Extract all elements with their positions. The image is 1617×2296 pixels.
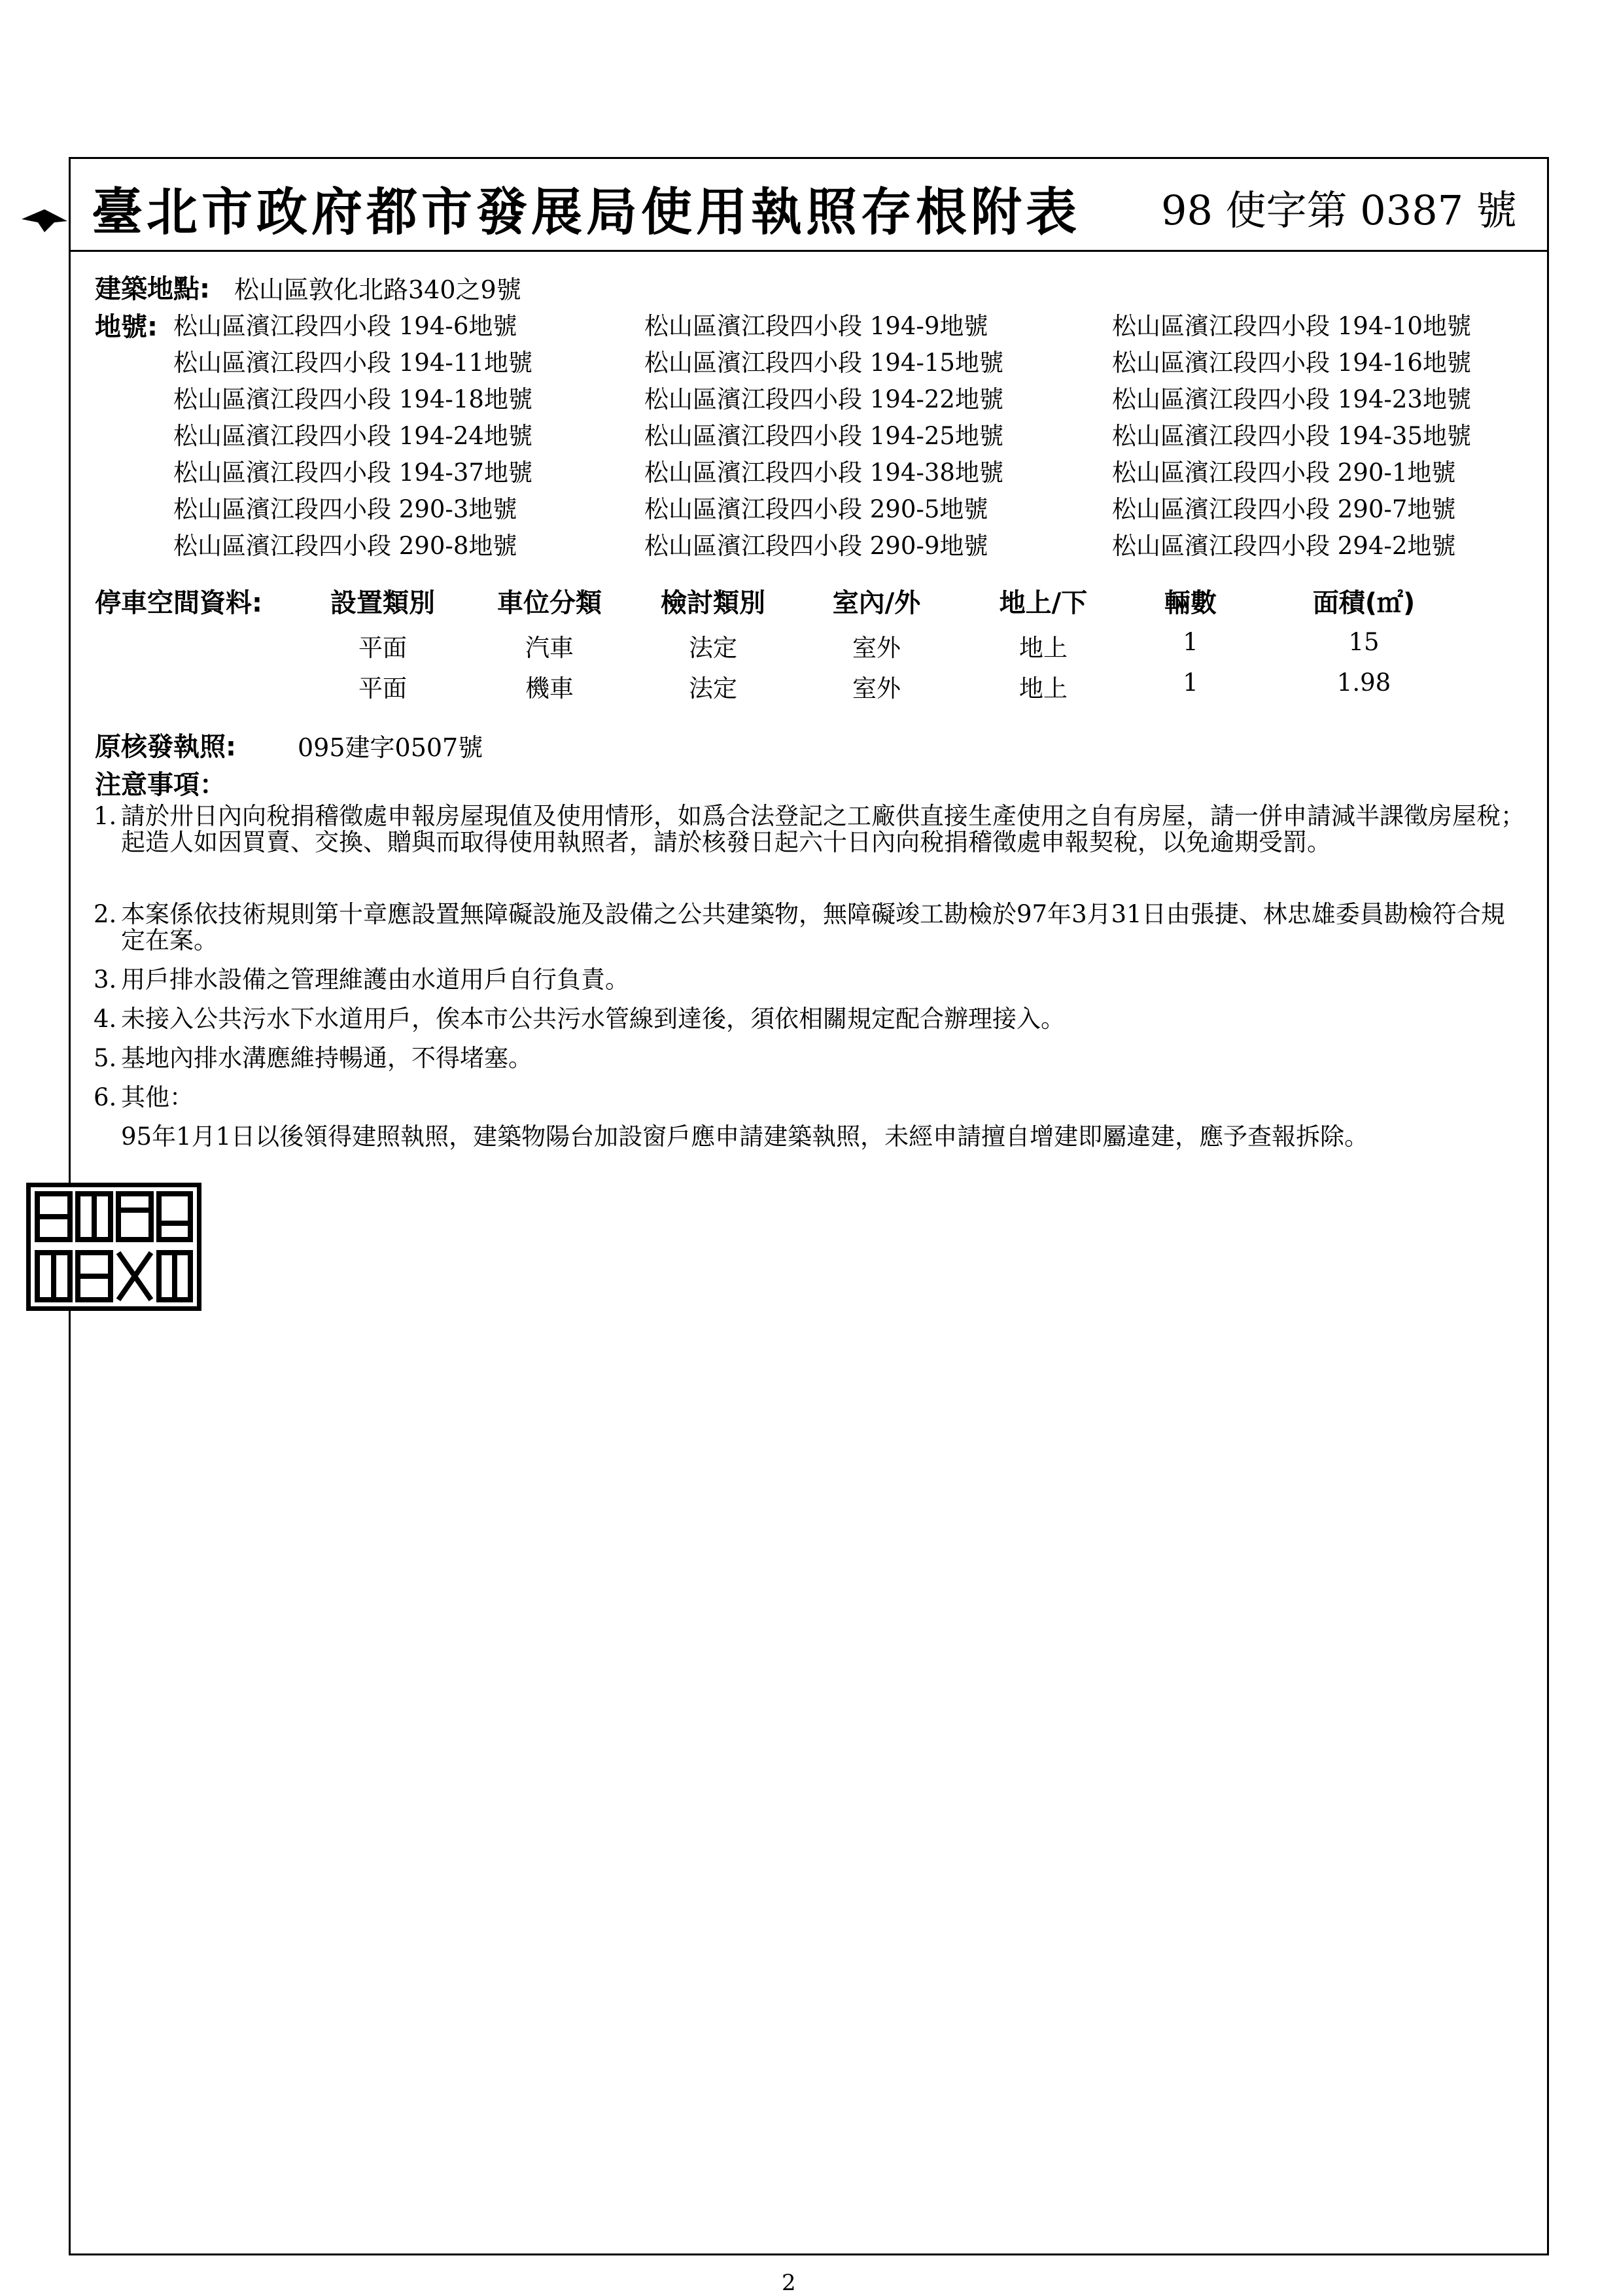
lot-entry: 松山區濱江段四小段 290-9地號 — [644, 532, 988, 560]
note-number: 2. — [94, 900, 117, 928]
note-5 — [94, 1044, 1527, 1072]
lot-entry: 松山區濱江段四小段 194-38地號 — [644, 459, 1003, 487]
original-permit-label: 原核發執照: — [95, 732, 236, 762]
lot-entry: 松山區濱江段四小段 194-22地號 — [644, 385, 1003, 413]
note-number: 1. — [94, 802, 117, 830]
parking-header: 地上/下 — [999, 588, 1088, 618]
note-text: 用戶排水設備之管理維護由水道用戶自行負責。 — [121, 965, 629, 994]
lot-entry: 松山區濱江段四小段 290-7地號 — [1112, 495, 1456, 523]
lot-entry: 松山區濱江段四小段 194-15地號 — [644, 349, 1003, 377]
lot-entry: 松山區濱江段四小段 194-9地號 — [644, 312, 988, 340]
site-value: 松山區敦化北路340之9號 — [234, 275, 521, 304]
lot-entry: 松山區濱江段四小段 294-2地號 — [1112, 532, 1456, 560]
lot-entry: 松山區濱江段四小段 194-18地號 — [173, 385, 532, 413]
header-divider — [69, 250, 1549, 252]
parking-cell: 1.98 — [1336, 669, 1391, 697]
parking-cell: 法定 — [689, 674, 737, 703]
note-text: 基地內排水溝應維持暢通，不得堵塞。 — [121, 1044, 532, 1072]
parking-cell: 汽車 — [525, 634, 574, 662]
note-text: 本案係依技術規則第十章應設置無障礙設施及設備之公共建築物，無障礙竣工勘檢於97年3月31日由張捷、林忠雄委員勘檢符合規定在案。 — [121, 900, 1505, 954]
lot-entry: 松山區濱江段四小段 194-25地號 — [644, 422, 1003, 450]
parking-cell: 1 — [1183, 628, 1198, 656]
note-text: 請於卅日內向稅捐稽徵處申報房屋現值及使用情形，如爲合法登記之工廠供直接生產使用之自有房屋，請一併申請減半課徵房屋稅；起造人如因買賣、交換、贈與而取得使用執照者，請於核發日起六十日內向稅捐稽徵處申報契稅，以免逾期受罰。 — [121, 802, 1525, 856]
note-3 — [94, 965, 1527, 994]
parking-cell: 平面 — [358, 634, 407, 662]
note-1 — [94, 802, 1527, 856]
lots-label: 地號: — [95, 312, 158, 342]
parking-header: 車位分類 — [497, 588, 602, 618]
parking-header: 面積(㎡) — [1312, 588, 1416, 618]
parking-cell: 室外 — [852, 634, 901, 662]
lot-entry: 松山區濱江段四小段 194-16地號 — [1112, 349, 1471, 377]
lot-entry: 松山區濱江段四小段 290-5地號 — [644, 495, 988, 523]
lot-entry: 松山區濱江段四小段 194-23地號 — [1112, 385, 1471, 413]
official-seal — [26, 1183, 201, 1311]
note-number: 3. — [94, 965, 117, 994]
note-number: 4. — [94, 1005, 117, 1033]
note-text: 其他： — [121, 1083, 194, 1111]
parking-cell: 機車 — [525, 674, 574, 703]
note-2 — [94, 900, 1527, 954]
parking-cell: 地上 — [1019, 634, 1068, 662]
parking-header: 檢討類別 — [661, 588, 765, 618]
note-text: 未接入公共污水下水道用戶，俟本市公共污水管線到達後，須依相關規定配合辦理接入。 — [121, 1005, 1065, 1033]
page-number: 2 — [782, 2270, 796, 2296]
lot-entry: 松山區濱江段四小段 194-35地號 — [1112, 422, 1471, 450]
corner-mark-icon — [18, 190, 71, 242]
notes-label: 注意事項： — [95, 770, 226, 800]
parking-cell: 地上 — [1019, 674, 1068, 703]
lot-entry: 松山區濱江段四小段 290-1地號 — [1112, 459, 1456, 487]
parking-cell: 室外 — [852, 674, 901, 703]
lot-entry: 松山區濱江段四小段 194-24地號 — [173, 422, 532, 450]
parking-cell: 平面 — [358, 674, 407, 703]
parking-label: 停車空間資料: — [95, 588, 262, 618]
site-label: 建築地點: — [95, 274, 210, 304]
parking-cell: 法定 — [689, 634, 737, 662]
parking-cell: 1 — [1183, 669, 1198, 697]
parking-header: 設置類別 — [330, 588, 435, 618]
parking-header: 室內/外 — [832, 588, 921, 618]
note-4 — [94, 1005, 1527, 1033]
lot-entry: 松山區濱江段四小段 194-6地號 — [173, 312, 517, 340]
lot-entry: 松山區濱江段四小段 194-10地號 — [1112, 312, 1471, 340]
original-permit-value: 095建字0507號 — [298, 733, 483, 762]
note-number: 6. — [94, 1083, 117, 1111]
lot-entry: 松山區濱江段四小段 290-8地號 — [173, 532, 517, 560]
lot-entry: 松山區濱江段四小段 194-11地號 — [173, 349, 532, 377]
parking-cell: 15 — [1348, 628, 1380, 656]
parking-header: 輛數 — [1164, 588, 1217, 618]
permit-number: 98 使字第 0387 號 — [1161, 186, 1517, 234]
note-6 — [94, 1083, 1527, 1111]
lot-entry: 松山區濱江段四小段 194-37地號 — [173, 459, 532, 487]
note-6-detail: 95年1月1日以後領得建照執照，建築物陽台加設窗戶應申請建築執照，未經申請擅自增建即屬違建，應予查報拆除。 — [121, 1122, 1369, 1151]
seal-stamp-icon — [31, 1187, 197, 1306]
note-number: 5. — [94, 1044, 117, 1072]
page-title: 臺北市政府都市發展局使用執照存根附表 — [92, 183, 1081, 242]
lot-entry: 松山區濱江段四小段 290-3地號 — [173, 495, 517, 523]
